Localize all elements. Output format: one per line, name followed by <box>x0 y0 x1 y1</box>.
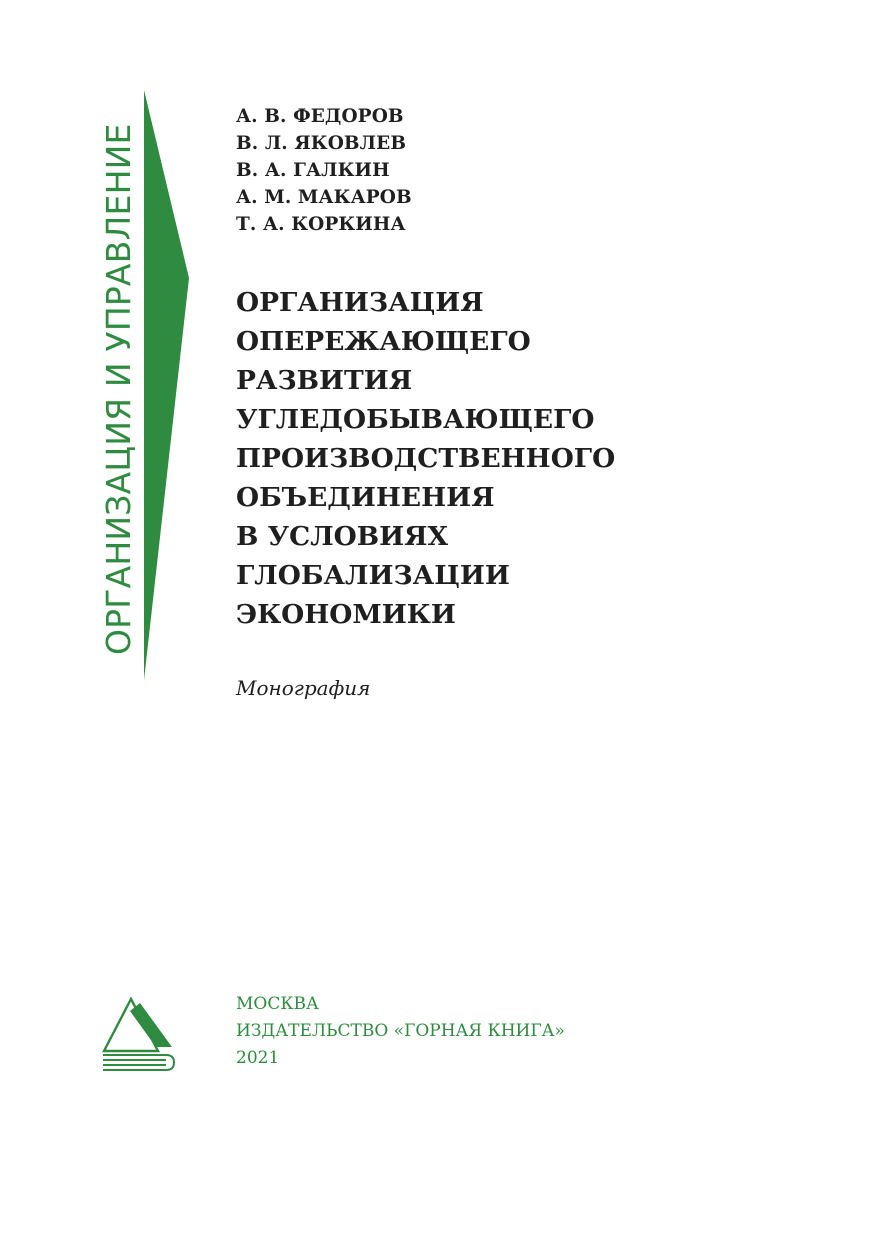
imprint-publisher: ИЗДАТЕЛЬСТВО «ГОРНАЯ КНИГА» <box>236 1021 565 1041</box>
author-name: В. Л. ЯКОВЛЕВ <box>236 133 407 154</box>
imprint <box>236 991 565 1072</box>
title-line: ЭКОНОМИКИ <box>236 599 456 630</box>
title-line: ГЛОБАЛИЗАЦИИ <box>236 560 510 591</box>
imprint-year: 2021 <box>236 1048 280 1068</box>
green-wedge-arrow-icon <box>144 90 190 682</box>
title-line: ПРОИЗВОДСТВЕННОГО <box>236 443 616 474</box>
title-line: РАЗВИТИЯ <box>236 365 413 396</box>
author-name: А. М. МАКАРОВ <box>236 187 412 208</box>
title-line: ОБЪЕДИНЕНИЯ <box>236 482 495 513</box>
author-name: Т. А. КОРКИНА <box>236 214 406 235</box>
authors-list <box>236 103 412 238</box>
title-line: ОПЕРЕЖАЮЩЕГО <box>236 326 531 357</box>
title-line: ОРГАНИЗАЦИЯ <box>236 287 484 318</box>
imprint-city: МОСКВА <box>236 994 319 1014</box>
author-name: А. В. ФЕДОРОВ <box>236 106 404 127</box>
mountain-book-logo-icon <box>100 995 176 1075</box>
title-line: В УСЛОВИЯХ <box>236 521 449 552</box>
book-title <box>236 283 816 634</box>
genre-label: Монография <box>236 676 371 700</box>
author-name: В. А. ГАЛКИН <box>236 160 390 181</box>
series-label: ОРГАНИЗАЦИЯ И УПРАВЛЕНИЕ <box>99 123 138 655</box>
title-line: УГЛЕДОБЫВАЮЩЕГО <box>236 404 595 435</box>
